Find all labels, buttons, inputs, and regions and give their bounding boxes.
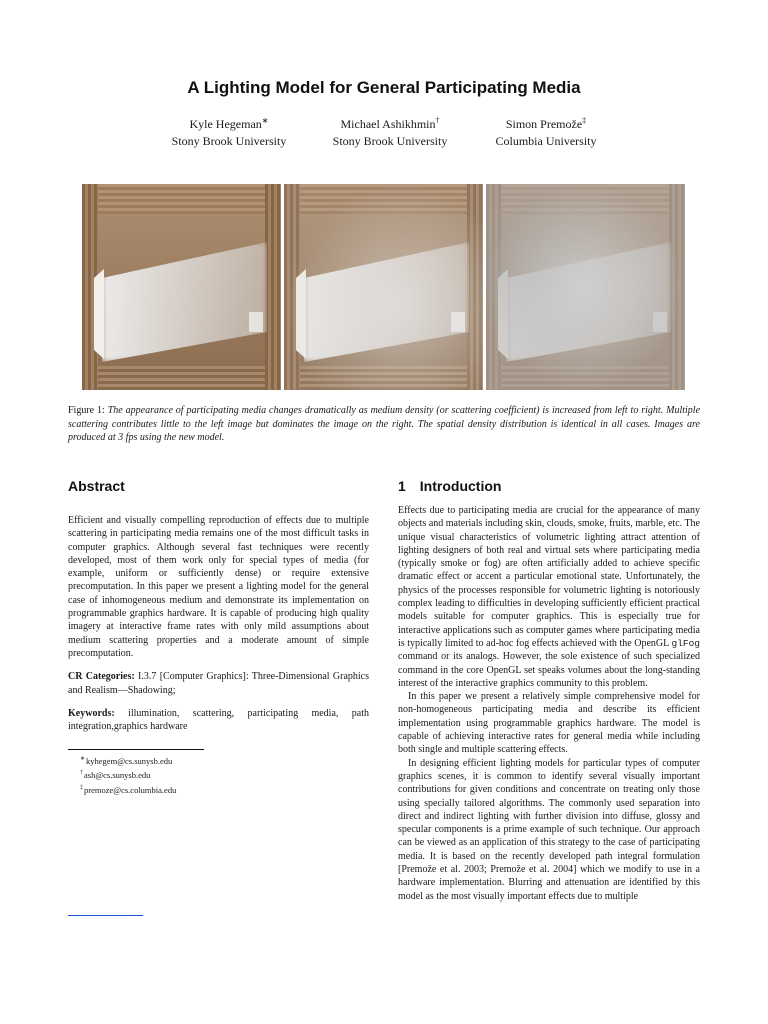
author-affiliation: Columbia University — [495, 134, 597, 148]
footnote: ‡premoze@cs.columbia.edu — [80, 784, 177, 795]
footnote: †ash@cs.sunysb.edu — [80, 770, 151, 781]
author-name: Michael Ashikhmin — [340, 117, 436, 131]
author-name: Kyle Hegeman — [189, 117, 262, 131]
footnote-rule — [68, 749, 204, 750]
author-mark: ∗ — [261, 116, 269, 125]
footnotes — [80, 753, 176, 796]
intro-paragraph-1: Effects due to participating media are crucial for the appearance of many objects and materials including skin, clouds, smoke, fruits, marble, etc. The unique visual characteristics of volumetric lighting attract attention of lighting designers of both real and virtual sets where participating media (typically smoke or fog) are often artificially added to achieve specific dramatic effect or accent a particular emotional state. Unfortunately, the physics of the processes responsible for volumetric lighting is notoriously complex leading to difficulties in developing sufficiently efficient practical models suitable for computer graphics. This is especially true for interactive applications such as computer games where participating media is typically limited to ad-hoc fog effects achieved with the OpenGL glFog command or its analogs. However, the sole existence of such specialized command in the core OpenGL set speaks volumes about the long-standing interest of the interactive graphics community to this problem. — [398, 505, 701, 689]
footnote-email: premoze@cs.columbia.edu — [84, 784, 177, 795]
author-mark: ‡ — [582, 116, 587, 125]
keywords — [68, 707, 369, 734]
figure-panel-high-density — [486, 184, 685, 390]
introduction-column — [398, 504, 700, 903]
author-1 — [144, 112, 314, 150]
section-number: 1 — [398, 478, 406, 494]
author-2 — [305, 112, 475, 150]
intro-paragraph-2: In this paper we present a relatively simple comprehensive model for non-homogeneous participating media and describe its efficient implementation using programmable graphics hardware. The model is capable of achieving interactive rates for general media while including both single and multiple scattering effects. — [398, 691, 700, 756]
intro-heading — [398, 478, 501, 494]
footnote-email: kyhegem@cs.sunysb.edu — [86, 755, 173, 766]
intro-paragraph-3: In designing efficient lighting models for particular types of computer graphics scenes, it is common to identify several visually important contributions for given conditions and concentrate on treating only those using specially tailored algorithms. The commonly used separation into direct and indirect lighting with further division into diffuse, glossy and specular components is a prime example of such technique. Our approach can be viewed as an application of this strategy to the case of participating media. It is based on the recently developed path integral formulation [Premože et al. 2003; Premože et al. 2004] which we modify to use in a hardware implementation. Blurring and attenuation are identified by this model as the most visually important effects due to multiple — [398, 757, 700, 902]
figure-1-images — [82, 184, 686, 390]
keywords-label: Keywords: — [68, 707, 115, 719]
cr-text: I.3.7 [Computer Graphics]: Three-Dimensional Graphics and Realism—Shadowing; — [68, 671, 369, 696]
abstract-heading: Abstract — [68, 478, 125, 494]
abstract-text: Efficient and visually compelling reproduction of effects due to multiple scattering in participating media remains one of the most difficult tasks in computer graphics. Although several fast techniques were recently developed, most of them work only for special types of media (for example, uniform or sufficiently dense) or require extensive precomputation. In this paper we present a lighting model for the general case of inhomogeneous medium and demonstrate its implementation on programmable graphics hardware. It is capable of producing high quality imagery at interactive frame rates with only mild assumptions about medium scattering properties and a moderate amount of simple precomputation. — [68, 515, 369, 659]
author-affiliation: Stony Brook University — [171, 134, 287, 148]
link-underline[interactable] — [68, 915, 143, 916]
figure-panel-medium-density — [284, 184, 483, 390]
section-title: Introduction — [419, 478, 502, 494]
cr-categories — [68, 670, 369, 697]
cr-label: CR Categories: — [68, 671, 135, 683]
footnote-email: ash@cs.sunysb.edu — [84, 770, 151, 781]
abstract-column — [68, 514, 369, 743]
paper-title: A Lighting Model for General Participating Media — [187, 78, 581, 97]
figure-label: Figure 1: — [68, 405, 105, 416]
author-3 — [461, 112, 631, 150]
footnote: ∗kyhegem@cs.sunysb.edu — [80, 755, 173, 766]
code-glfog: glFog — [671, 637, 701, 649]
figure-caption-text: The appearance of participating media changes dramatically as medium density (or scattering coefficient) is increased from left to right. Multiple scattering contributes little to the left image but dominates the image on the right. The spatial density distribution is identical in all cases. Images are produced at 3 fps using the new model. — [68, 405, 701, 443]
figure-panel-low-density — [82, 184, 281, 390]
keywords-text: illumination, scattering, participating media, path integration,graphics hardware — [68, 707, 369, 733]
figure-caption — [68, 404, 700, 445]
author-affiliation: Stony Brook University — [332, 134, 448, 148]
author-mark: † — [435, 116, 440, 125]
author-name: Simon Premože — [505, 117, 583, 131]
